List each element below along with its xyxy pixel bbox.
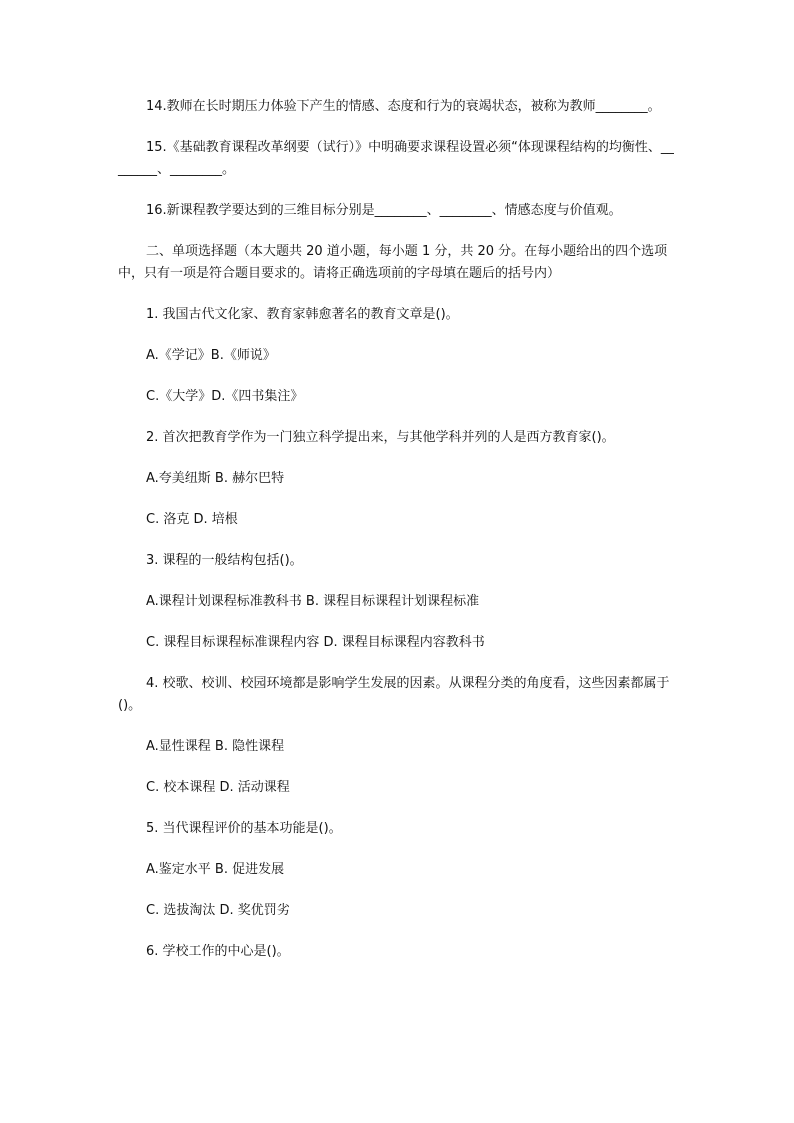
question-15-fill-blank: 15.《基础教育课程改革纲要（试行）》中明确要求课程设置必须“体现课程结构的均衡性、________、________。 — [118, 140, 674, 177]
question-5-options-cd: C. 选拔淘汰 D. 奖优罚劣 — [146, 903, 290, 918]
document-page — [118, 96, 678, 982]
question-6-stem: 6. 学校工作的中心是()。 — [146, 944, 290, 959]
question-1-options-ab: A.《学记》B.《师说》 — [146, 348, 276, 363]
question-1-stem: 1. 我国古代文化家、教育家韩愈著名的教育文章是()。 — [146, 307, 459, 322]
section-2-heading: 二、单项选择题（本大题共 20 道小题，每小题 1 分，共 20 分。在每小题给出的四个选项中，只有一项是符合题目要求的。请将正确选项前的字母填在题后的括号内） — [118, 244, 668, 281]
question-3-stem: 3. 课程的一般结构包括()。 — [146, 553, 303, 568]
question-5-stem: 5. 当代课程评价的基本功能是()。 — [146, 821, 342, 836]
question-2-options-ab: A.夸美纽斯 B. 赫尔巴特 — [146, 471, 285, 486]
question-4-options-ab: A.显性课程 B. 隐性课程 — [146, 739, 285, 754]
question-2-options-cd: C. 洛克 D. 培根 — [146, 512, 238, 527]
question-5-options-ab: A.鉴定水平 B. 促进发展 — [146, 862, 285, 877]
question-4-stem: 4. 校歌、校训、校园环境都是影响学生发展的因素。从课程分类的角度看，这些因素都属于()。 — [118, 676, 670, 713]
question-2-stem: 2. 首次把教育学作为一门独立科学提出来，与其他学科并列的人是西方教育家()。 — [146, 430, 615, 445]
question-3-options-ab: A.课程计划课程标准教科书 B. 课程目标课程计划课程标准 — [146, 594, 480, 609]
question-1-options-cd: C.《大学》D.《四书集注》 — [146, 389, 304, 404]
question-4-options-cd: C. 校本课程 D. 活动课程 — [146, 780, 290, 795]
question-16-fill-blank: 16.新课程教学要达到的三维目标分别是________、________、情感态度与价值观。 — [146, 203, 622, 218]
question-14-fill-blank: 14.教师在长时期压力体验下产生的情感、态度和行为的衰竭状态，被称为教师________。 — [146, 99, 661, 114]
question-3-options-cd: C. 课程目标课程标准课程内容 D. 课程目标课程内容教科书 — [146, 635, 485, 650]
